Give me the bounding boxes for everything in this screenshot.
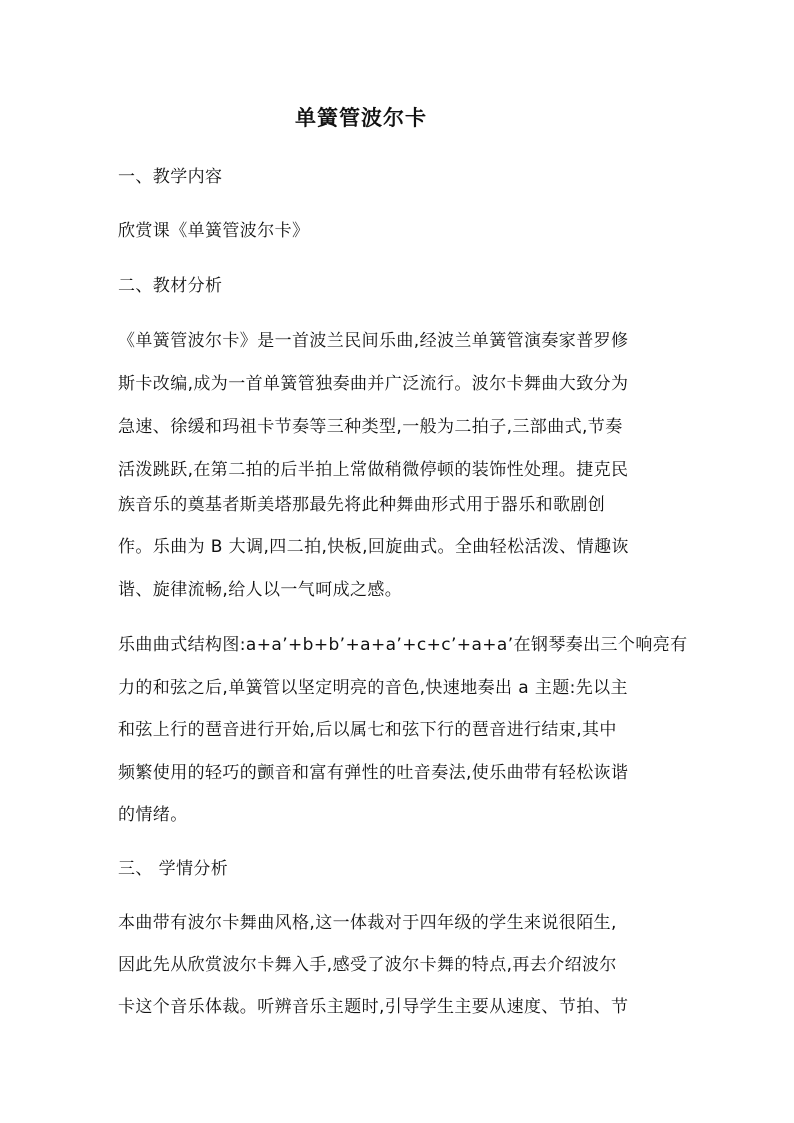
paragraph-line: 乐曲曲式结构图:a+a’+b+b’+a+a’+c+c’+a+a’在钢琴奏出三个响亮有 bbox=[118, 635, 688, 655]
paragraph-line: 力的和弦之后,单簧管以坚定明亮的音色,快速地奏出 a 主题:先以主 bbox=[118, 678, 628, 698]
section-heading-student-analysis: 三、 学情分析 bbox=[118, 859, 229, 879]
paragraph-line: 谐、旋律流畅,给人以一气呵成之感。 bbox=[118, 580, 403, 600]
document-title: 单簧管波尔卡 bbox=[295, 106, 427, 130]
paragraph-line: 《单簧管波尔卡》是一首波兰民间乐曲,经波兰单簧管演奏家普罗修 bbox=[118, 331, 629, 351]
paragraph-line: 本曲带有波尔卡舞曲风格,这一体裁对于四年级的学生来说很陌生, bbox=[118, 913, 617, 933]
paragraph-line: 活泼跳跃,在第二拍的后半拍上常做稍微停顿的装饰性处理。捷克民 bbox=[118, 460, 629, 480]
paragraph-line: 斯卡改编,成为一首单簧管独奏曲并广泛流行。波尔卡舞曲大致分为 bbox=[118, 374, 629, 394]
paragraph-line: 频繁使用的轻巧的颤音和富有弹性的吐音奏法,使乐曲带有轻松诙谐 bbox=[118, 763, 629, 783]
paragraph-line: 和弦上行的琶音进行开始,后以属七和弦下行的琶音进行结束,其中 bbox=[118, 720, 617, 740]
paragraph-line: 的情绪。 bbox=[118, 805, 188, 825]
paragraph-line: 卡这个音乐体裁。听辨音乐主题时,引导学生主要从速度、节拍、节 bbox=[118, 997, 629, 1017]
teaching-content-text: 欣赏课《单簧管波尔卡》 bbox=[118, 221, 310, 241]
paragraph-line: 急速、徐缓和玛祖卡节奏等三种类型,一般为二拍子,三部曲式,节奏 bbox=[118, 417, 623, 437]
section-heading-teaching-content: 一、教学内容 bbox=[118, 167, 223, 187]
paragraph-line: 因此先从欣赏波尔卡舞入手,感受了波尔卡舞的特点,再去介绍波尔 bbox=[118, 955, 617, 975]
paragraph-line: 作。乐曲为 B 大调,四二拍,快板,回旋曲式。全曲轻松活泼、情趣诙 bbox=[118, 537, 629, 557]
section-heading-material-analysis: 二、教材分析 bbox=[118, 276, 223, 296]
paragraph-line: 族音乐的奠基者斯美塔那最先将此种舞曲形式用于器乐和歌剧创 bbox=[118, 495, 606, 515]
